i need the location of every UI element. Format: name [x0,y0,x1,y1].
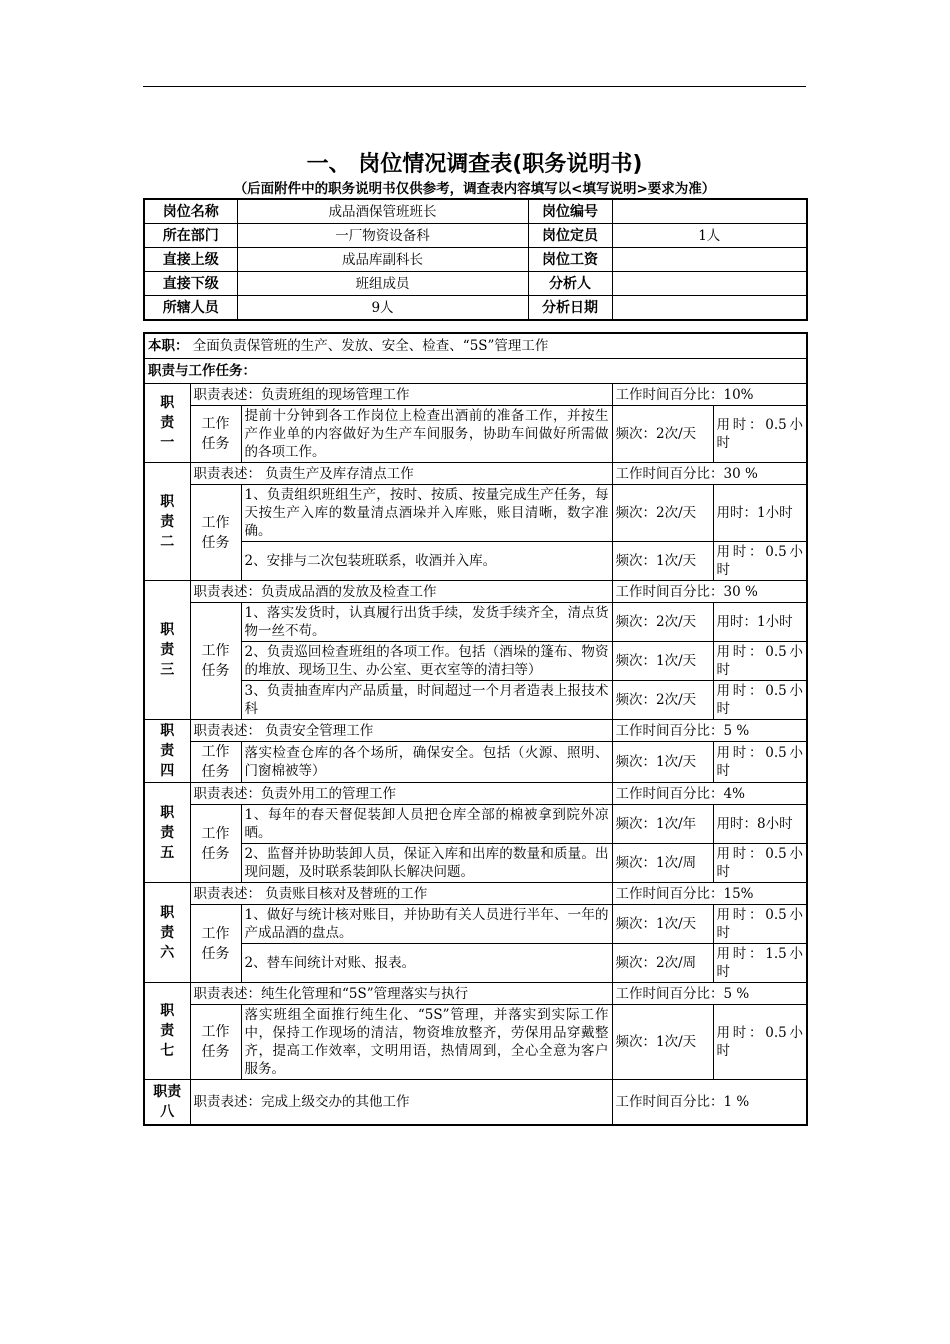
duty-desc-row [144,384,807,406]
task-time: 用时：0.5小时 [713,1005,807,1080]
task-row [144,905,807,944]
duty-number-char: 五 [160,844,175,861]
task-time: 用时：0.5小时 [713,542,807,581]
task-frequency: 频次：2次/天 [612,681,713,720]
task-time: 用时：0.5小时 [713,681,807,720]
duty-number-char: 职 [160,1003,175,1019]
duty-number [144,1080,190,1126]
main-duty-row [144,333,807,359]
staff-value: 9人 [237,296,528,321]
duty-number-char: 责 [160,642,175,658]
task-frequency: 频次：1次/天 [612,642,713,681]
task-time: 用时：0.5小时 [713,844,807,883]
task-text: 1、负责组织班组生产，按时、按质、按量完成生产任务，每天按生产入库的数量清点酒垛并入库账，账目清晰，数字准确。 [241,485,612,542]
superior-label: 直接上级 [144,248,237,272]
duty-number-char: 责 [160,1023,175,1039]
task-frequency: 频次：1次/天 [612,1005,713,1080]
duty-number-char: 四 [160,763,175,779]
duty-number-char: 责 [160,824,175,841]
section-header-row [144,359,807,384]
info-row [144,272,807,296]
duty-number-char: 责 [160,743,175,759]
duty-number-char: 一 [160,435,175,451]
page-title: 一、 岗位情况调查表(职务说明书) [306,152,643,177]
duty-number-char: 责 [160,924,175,941]
duty-number-char: 职责 [153,1084,182,1100]
task-text: 2、替车间统计对账、报表。 [241,944,612,983]
task-text: 3、负责抽查库内产品质量，时间超过一个月者造表上报技术科 [241,681,612,720]
task-text: 1、每年的春天督促装卸人员把仓库全部的棉被拿到院外凉晒。 [241,805,612,844]
duty-description: 职责表述： 负责账目核对及替班的工作 [190,883,612,905]
analyst-value [612,272,807,296]
duty-number [144,384,190,463]
task-time: 用时：1小时 [713,485,807,542]
duty-number [144,883,190,983]
task-frequency: 频次：2次/天 [612,603,713,642]
work-task-label-line: 工作 [201,744,230,760]
task-text: 落实检查仓库的各个场所，确保安全。包括（火源、照明、门窗棉被等） [241,742,612,783]
task-text: 2、安排与二次包装班联系，收酒并入库。 [241,542,612,581]
duty-table [143,332,808,1126]
duty-description: 职责表述： 负责生产及库存清点工作 [190,463,612,485]
duty-description: 职责表述：纯生化管理和“5S”管理落实与执行 [190,983,612,1005]
duty-number-char: 职 [160,395,175,411]
date-value [612,296,807,321]
task-frequency: 频次：1次/天 [612,905,713,944]
info-row [144,224,807,248]
duty-number [144,783,190,883]
headcount-value: 1人 [612,224,807,248]
time-percentage: 工作时间百分比：5 % [612,720,807,742]
duty-desc-row [144,983,807,1005]
task-row [144,603,807,642]
task-time: 用时：0.5小时 [713,642,807,681]
task-text: 提前十分钟到各工作岗位上检查出酒前的准备工作，并按生产作业单的内容做好为生产车间服务，协助车间做好所需做的各项工作。 [241,406,612,463]
duty-description: 职责表述：负责成品酒的发放及检查工作 [190,581,612,603]
task-row [144,742,807,783]
time-percentage: 工作时间百分比：30 % [612,463,807,485]
header-rule [143,86,806,87]
task-frequency: 频次：1次/天 [612,742,713,783]
work-task-label-line: 工作 [201,643,230,659]
work-task-label-line: 任务 [201,534,230,551]
dept-label: 所在部门 [144,224,237,248]
duty-desc-row [144,720,807,742]
salary-value [612,248,807,272]
work-task-label-line: 任务 [201,436,230,452]
task-row [144,844,807,883]
work-task-label-line: 任务 [201,945,230,962]
duty-desc-row [144,1080,807,1126]
task-row [144,805,807,844]
work-task-label [190,406,241,463]
work-task-label [190,485,241,581]
work-task-label [190,805,241,883]
duty-desc-row [144,783,807,805]
task-time: 用时：8小时 [713,805,807,844]
info-row [144,296,807,321]
duty-description: 职责表述： 负责安全管理工作 [190,720,612,742]
task-row [144,642,807,681]
task-frequency: 频次：2次/周 [612,944,713,983]
duty-desc-row [144,581,807,603]
task-text: 2、负责巡回检查班组的各项工作。包括（酒垛的篷布、物资的堆放、现场卫生、办公室、更衣室等的清扫等） [241,642,612,681]
task-row [144,944,807,983]
task-time: 用时：0.5小时 [713,905,807,944]
page-subtitle: （后面附件中的职务说明书仅供参考，调查表内容填写以<填写说明>要求为准） [233,181,716,197]
work-task-label [190,1005,241,1080]
info-row [144,199,807,224]
work-task-label-line: 工作 [201,825,230,842]
staff-label: 所辖人员 [144,296,237,321]
task-time: 用时：1.5小时 [713,944,807,983]
task-frequency: 频次：1次/年 [612,805,713,844]
duty-number-char: 职 [160,723,175,739]
task-time: 用时：1小时 [713,603,807,642]
duty-description: 职责表述：负责班组的现场管理工作 [190,384,612,406]
duty-number-char: 六 [160,944,175,961]
task-row [144,542,807,581]
task-time: 用时：0.5小时 [713,742,807,783]
job-info-table [143,198,808,321]
duty-number-char: 责 [160,513,175,530]
duty-number [144,983,190,1080]
duty-description: 职责表述：负责外用工的管理工作 [190,783,612,805]
duty-number-char: 三 [160,662,175,678]
time-percentage: 工作时间百分比：30 % [612,581,807,603]
main-duty-text: 全面负责保管班的生产、发放、安全、检查、“5S”管理工作 [192,338,549,354]
duty-number-char: 职 [160,804,175,821]
duty-desc-row [144,463,807,485]
time-percentage: 工作时间百分比：1 % [612,1080,807,1126]
duty-number-char: 职 [160,493,175,510]
work-task-label-line: 任务 [201,663,230,679]
date-label: 分析日期 [528,296,612,321]
task-row [144,1005,807,1080]
task-text: 落实班组全面推行纯生化、“5S”管理，并落实到实际工作中，保持工作现场的清洁，物资堆放整齐，劳保用品穿戴整齐，提高工作效率，文明用语，热情周到，全心全意为客户服务。 [241,1005,612,1080]
headcount-label: 岗位定员 [528,224,612,248]
info-row [144,248,807,272]
work-task-label [190,603,241,720]
salary-label: 岗位工资 [528,248,612,272]
task-text: 1、做好与统计核对账目，并协助有关人员进行半年、一年的产成品酒的盘点。 [241,905,612,944]
task-frequency: 频次：2次/天 [612,406,713,463]
analyst-label: 分析人 [528,272,612,296]
task-frequency: 频次：1次/周 [612,844,713,883]
duty-number [144,720,190,783]
work-task-label-line: 工作 [201,514,230,531]
time-percentage: 工作时间百分比：4% [612,783,807,805]
duty-number-char: 职 [160,904,175,921]
duty-number-char: 职 [160,622,175,638]
duty-number-char: 八 [160,1104,175,1120]
task-frequency: 频次：1次/天 [612,542,713,581]
duty-desc-row [144,883,807,905]
duty-number [144,581,190,720]
work-task-label-line: 任务 [201,764,230,780]
job-code-label: 岗位编号 [528,199,612,224]
job-code-value [612,199,807,224]
section-header: 职责与工作任务： [144,359,807,384]
superior-value: 成品库副科长 [237,248,528,272]
work-task-label [190,905,241,983]
duty-number-char: 七 [160,1043,175,1059]
duty-number-char: 责 [160,415,175,431]
time-percentage: 工作时间百分比：15% [612,883,807,905]
task-frequency: 频次：2次/天 [612,485,713,542]
task-text: 2、监督并协助装卸人员，保证入库和出库的数量和质量。出现问题，及时联系装卸队长解决问题。 [241,844,612,883]
work-task-label-line: 工作 [201,925,230,942]
work-task-label-line: 任务 [201,845,230,862]
work-task-label-line: 任务 [201,1044,230,1060]
job-name-label: 岗位名称 [144,199,237,224]
job-name-value: 成品酒保管班班长 [237,199,528,224]
duty-number-char: 二 [160,533,175,550]
task-row [144,406,807,463]
work-task-label [190,742,241,783]
subordinate-value: 班组成员 [237,272,528,296]
work-task-label-line: 工作 [201,1024,230,1040]
time-percentage: 工作时间百分比：5 % [612,983,807,1005]
dept-value: 一厂物资设备科 [237,224,528,248]
task-text: 1、落实发货时，认真履行出货手续，发货手续齐全，清点货物一丝不苟。 [241,603,612,642]
task-time: 用时：0.5小时 [713,406,807,463]
main-duty-label: 本职： [148,338,189,354]
time-percentage: 工作时间百分比：10% [612,384,807,406]
task-row [144,485,807,542]
task-row [144,681,807,720]
duty-description: 职责表述：完成上级交办的其他工作 [190,1080,612,1126]
subordinate-label: 直接下级 [144,272,237,296]
work-task-label-line: 工作 [201,416,230,432]
duty-number [144,463,190,581]
